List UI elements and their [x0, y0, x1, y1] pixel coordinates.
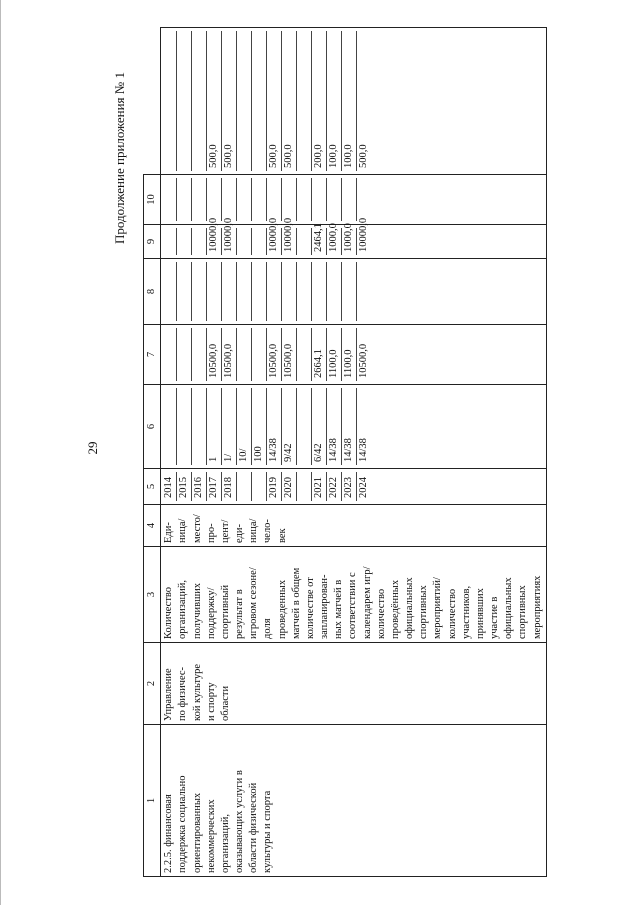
- table-cell-line: 2464,1: [312, 228, 327, 255]
- table-cell-line: [192, 328, 207, 381]
- table-cell-line: [177, 262, 192, 321]
- table-cell-line: 1/: [222, 388, 237, 465]
- table-cell-line: 2023: [342, 472, 357, 501]
- header-col-1: 1: [144, 725, 161, 877]
- table-cell-line: 10/: [237, 388, 252, 465]
- table-cell-line: 2014: [162, 472, 177, 501]
- col7-values: [161, 259, 547, 325]
- header-col-10: 10: [144, 175, 161, 225]
- table-cell-line: 10500,0: [358, 343, 370, 378]
- table-cell-line: [297, 262, 312, 321]
- table-cell-line: 1000,0: [342, 228, 357, 255]
- col5-values: [161, 385, 547, 469]
- table-cell-line: [297, 388, 312, 465]
- table-cell-line: [252, 31, 267, 171]
- rotated-table-frame: [143, 27, 583, 877]
- table-cell-line: [162, 388, 177, 465]
- table-cell-line: [252, 262, 267, 321]
- table-cell-line: 2664,1: [312, 328, 327, 381]
- col8-values: [161, 217, 547, 259]
- header-col-9: 9: [144, 225, 161, 259]
- table-cell-line: [237, 328, 252, 381]
- table-cell-line: 10500,0: [222, 328, 237, 381]
- table-cell-line: [162, 31, 177, 171]
- table-cell-line: 10000,0: [267, 228, 282, 255]
- table-cell-line: [162, 228, 177, 255]
- table-cell-line: [282, 262, 297, 321]
- table-cell-line: 2024: [358, 477, 370, 498]
- table-cell-line: 10500,0: [267, 328, 282, 381]
- table-cell-line: 6/42: [312, 388, 327, 465]
- table-cell-line: 500,0: [222, 31, 237, 171]
- table-cell-line: [192, 228, 207, 255]
- executor-cell: Управление по физичес- кой культуре и спорту области: [161, 643, 547, 725]
- table-cell-line: [297, 328, 312, 381]
- table-cell-line: 14/38: [267, 388, 282, 465]
- table-cell-line: [192, 31, 207, 171]
- table-cell-line: [252, 472, 267, 501]
- table-cell-line: [222, 178, 237, 221]
- table-cell-line: [177, 228, 192, 255]
- unit-cell: Еди- ница/ место/ про- цент/ еди- ница/ чело- век: [161, 505, 547, 547]
- table-cell-line: [357, 262, 371, 321]
- table-cell-line: [192, 262, 207, 321]
- header-col-6: 6: [144, 385, 161, 469]
- measure-name-cell: 2.2.5. финансовая поддержка социально ориентированных некоммерческих организаций, оказывающих услуги в области физической культуры и спорта: [161, 725, 547, 877]
- program-table: [143, 27, 547, 877]
- table-cell-line: 2016: [192, 472, 207, 501]
- table-cell-line: 100,0: [342, 31, 357, 171]
- table-cell-line: 500,0: [207, 31, 222, 171]
- header-col-7: 7: [144, 325, 161, 385]
- table-cell-line: 1100,0: [327, 328, 342, 381]
- col6-values: [161, 325, 547, 385]
- table-cell-line: [177, 328, 192, 381]
- table-cell-line: 1000,0: [327, 228, 342, 255]
- table-cell-line: 200,0: [312, 31, 327, 171]
- table-cell-line: 500,0: [282, 31, 297, 171]
- table-cell-line: 10500,0: [282, 328, 297, 381]
- table-cell-line: [297, 178, 312, 221]
- table-cell-line: [357, 178, 371, 221]
- table-cell-line: 1: [207, 388, 222, 465]
- table-cell-line: [237, 31, 252, 171]
- table-cell-line: [252, 178, 267, 221]
- table-row: [161, 28, 547, 877]
- continuation-caption: Продолжение приложения № 1: [112, 72, 127, 244]
- header-col-5: 5: [144, 469, 161, 505]
- table-cell-line: [327, 178, 342, 221]
- table-cell-line: 10500,0: [207, 328, 222, 381]
- table-cell-line: [237, 262, 252, 321]
- table-cell-line: [177, 388, 192, 465]
- page-number: 29: [85, 441, 100, 455]
- col9-values: [161, 175, 547, 225]
- table-cell-line: [312, 178, 327, 221]
- table-cell-line: [327, 262, 342, 321]
- header-row: [144, 28, 161, 877]
- table-cell-line: 14/38: [358, 438, 370, 462]
- table-cell-line: [162, 262, 177, 321]
- table-cell-line: [267, 178, 282, 221]
- table-cell-line: 14/38: [342, 388, 357, 465]
- table-cell-line: [342, 178, 357, 221]
- table-cell-line: 100,0: [327, 31, 342, 171]
- table-cell-line: 2020: [282, 472, 297, 501]
- table-cell-line: [267, 262, 282, 321]
- header-col-2: 2: [144, 643, 161, 725]
- table-cell-line: [252, 228, 267, 255]
- table-cell-line: [237, 472, 252, 501]
- table-cell-line: [282, 178, 297, 221]
- table-cell-line: [297, 228, 312, 255]
- header-col-3: 3: [144, 547, 161, 643]
- table-cell-line: [162, 178, 177, 221]
- table-cell-line: [312, 262, 327, 321]
- table-cell-line: 2019: [267, 472, 282, 501]
- table-cell-line: [252, 328, 267, 381]
- table-cell-line: 2017: [207, 472, 222, 501]
- table-cell-line: 500,0: [358, 144, 370, 168]
- table-cell-line: [177, 31, 192, 171]
- table-cell-line: [237, 228, 252, 255]
- table-cell-line: [177, 178, 192, 221]
- table-cell-line: 10000,0: [282, 228, 297, 255]
- table-cell-line: 10000,0: [358, 217, 370, 252]
- header-col-8: 8: [144, 259, 161, 325]
- header-col-4: 4: [144, 505, 161, 547]
- table-cell-line: 10000,0: [207, 228, 222, 255]
- table-cell-line: [237, 178, 252, 221]
- table-cell-line: 2022: [327, 472, 342, 501]
- table-cell-line: 2015: [177, 472, 192, 501]
- table-cell-line: [162, 328, 177, 381]
- table-cell-line: 500,0: [267, 31, 282, 171]
- table-cell-line: 14/38: [327, 388, 342, 465]
- table-cell-line: [297, 31, 312, 171]
- col10-values: [161, 28, 547, 175]
- scan-edge-mark: [0, 0, 1, 905]
- table-cell-line: 9/42: [282, 388, 297, 465]
- table-cell-line: 2021: [312, 472, 327, 501]
- table-cell-line: 1100,0: [342, 328, 357, 381]
- indicator-cell: Количество организаций, получивших поддержку/ спортивный результат в игровом сезоне/ доля проведенных матчей в общем количестве от запланирован- ных матчей в соответствии с календарем игр/ количество проведённых официальных спортивных мероприятий/ количество участников, принявших участие в официальных спортивных мероприятиях: [161, 547, 547, 643]
- table-cell-line: [297, 472, 312, 501]
- table-cell-line: 10000,0: [222, 228, 237, 255]
- table-cell-line: [207, 178, 222, 221]
- table-cell-line: [342, 262, 357, 321]
- table-cell-line: [222, 262, 237, 321]
- table-cell-line: [192, 388, 207, 465]
- table-cell-line: [192, 178, 207, 221]
- table-cell-line: 100: [252, 388, 267, 465]
- table-cell-line: 2018: [222, 472, 237, 501]
- table-cell-line: [207, 262, 222, 321]
- years-col: [161, 469, 547, 505]
